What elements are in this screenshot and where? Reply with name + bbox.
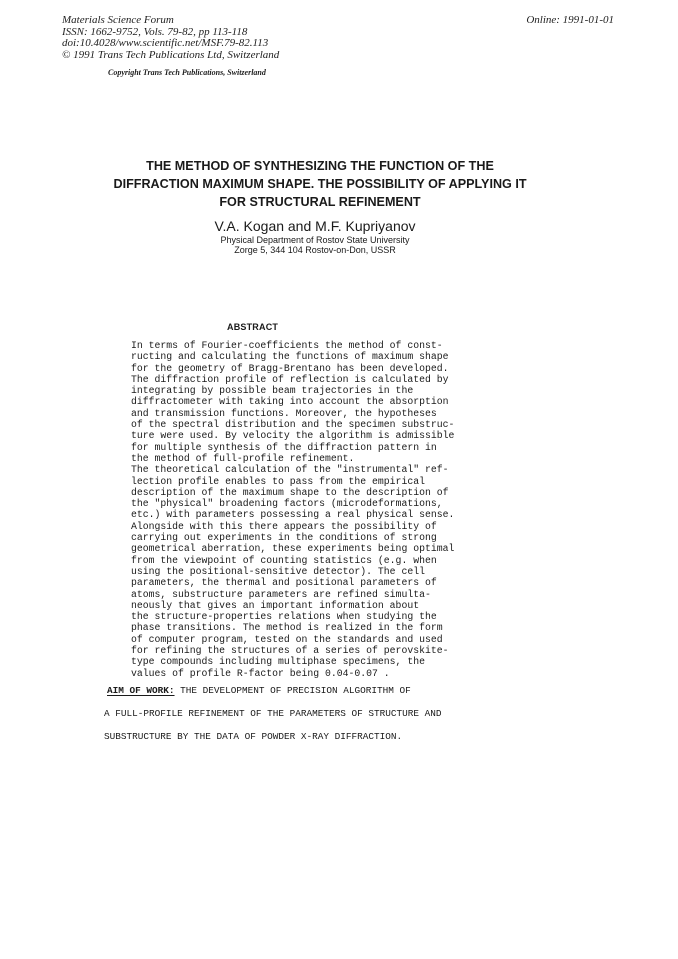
- title-line: THE METHOD OF SYNTHESIZING THE FUNCTION OF THE: [146, 159, 494, 173]
- online-date: Online: 1991-01-01: [526, 14, 614, 26]
- aim-line: [107, 685, 411, 696]
- aim-label: AIM OF WORK:: [107, 685, 175, 696]
- abstract-line: for refining the structures of a series of perovskite-: [131, 645, 449, 657]
- abstract-line: The diffraction profile of reflection is calculated by: [131, 373, 449, 385]
- abstract-line: lection profile enables to pass from the empirical: [131, 475, 425, 487]
- abstract-line: parameters, the thermal and positional parameters of: [131, 577, 437, 589]
- title-line: FOR STRUCTURAL REFINEMENT: [219, 195, 421, 209]
- abstract-heading: ABSTRACT: [227, 322, 279, 332]
- abstract-line: for the geometry of Bragg-Brentano has been developed.: [131, 362, 449, 374]
- abstract-line: The theoretical calculation of the "instrumental" ref-: [131, 464, 449, 476]
- abstract-line: ture were used. By velocity the algorithm is admissible: [131, 430, 455, 442]
- aim-text: THE DEVELOPMENT OF PRECISION ALGORITHM OF: [174, 685, 411, 696]
- abstract-line: for multiple synthesis of the diffraction pattern in: [131, 441, 437, 453]
- abstract-line: Alongside with this there appears the possibility of: [131, 520, 437, 532]
- abstract-line: etc.) with parameters possessing a real physical sense.: [131, 509, 455, 521]
- abstract-line: values of profile R-factor being 0.04-0.07 .: [131, 667, 390, 679]
- publication-metadata: [62, 15, 279, 61]
- abstract-line: from the viewpoint of counting statistics (e.g. when: [131, 554, 437, 566]
- abstract-line: the method of full-profile refinement.: [131, 452, 355, 464]
- abstract-line: ructing and calculating the functions of maximum shape: [131, 351, 449, 363]
- abstract-line: description of the maximum shape to the description of: [131, 486, 449, 498]
- journal-name: Materials Science Forum: [62, 14, 174, 26]
- abstract-line: and transmission functions. Moreover, the hypotheses: [131, 407, 437, 419]
- abstract-line: the structure-properties relations when studying the: [131, 611, 437, 623]
- abstract-line: carrying out experiments in the conditions of strong: [131, 532, 437, 544]
- abstract-line: In terms of Fourier-coefficients the method of const-: [131, 340, 443, 351]
- publisher-copyright: Copyright Trans Tech Publications, Switzerland: [108, 68, 266, 77]
- doi-line: doi:10.4028/www.scientific.net/MSF.79-82.113: [62, 37, 269, 49]
- aim-line: A FULL-PROFILE REFINEMENT OF THE PARAMETERS OF STRUCTURE AND: [104, 708, 442, 719]
- abstract-line: geometrical aberration, these experiments being optimal: [131, 543, 455, 555]
- abstract-line: of the spectral distribution and the specimen substruc-: [131, 419, 455, 431]
- abstract-line: diffractometer with taking into account the absorption: [131, 396, 449, 408]
- abstract-line: atoms, substructure parameters are refined simulta-: [131, 588, 431, 600]
- address: Zorge 5, 344 104 Rostov-on-Don, USSR: [234, 245, 396, 255]
- abstract-line: the "physical" broadening factors (microdeformations,: [131, 498, 443, 510]
- abstract-line: integrating by possible beam trajectories in the: [131, 385, 414, 397]
- aim-line: SUBSTRUCTURE BY THE DATA OF POWDER X-RAY DIFFRACTION.: [104, 731, 403, 742]
- abstract-body: [131, 340, 454, 679]
- paper-title: [60, 157, 580, 211]
- author-block: [140, 217, 490, 255]
- abstract-line: using the positional-sensitive detector). The cell: [131, 565, 425, 577]
- copyright-line: © 1991 Trans Tech Publications Ltd, Switzerland: [62, 48, 280, 61]
- title-line: DIFFRACTION MAXIMUM SHAPE. THE POSSIBILITY OF APPLYING IT: [113, 177, 527, 191]
- abstract-line: neously that gives an important information about: [131, 599, 420, 611]
- abstract-line: of computer program, tested on the standards and used: [131, 633, 443, 645]
- abstract-line: phase transitions. The method is realized in the form: [131, 622, 443, 634]
- author-names: V.A. Kogan and M.F. Kupriyanov: [214, 218, 416, 234]
- abstract-line: type compounds including multiphase specimens, the: [131, 656, 425, 668]
- issn-line: ISSN: 1662-9752, Vols. 79-82, pp 113-118: [62, 25, 248, 38]
- affiliation: Physical Department of Rostov State University: [220, 235, 410, 245]
